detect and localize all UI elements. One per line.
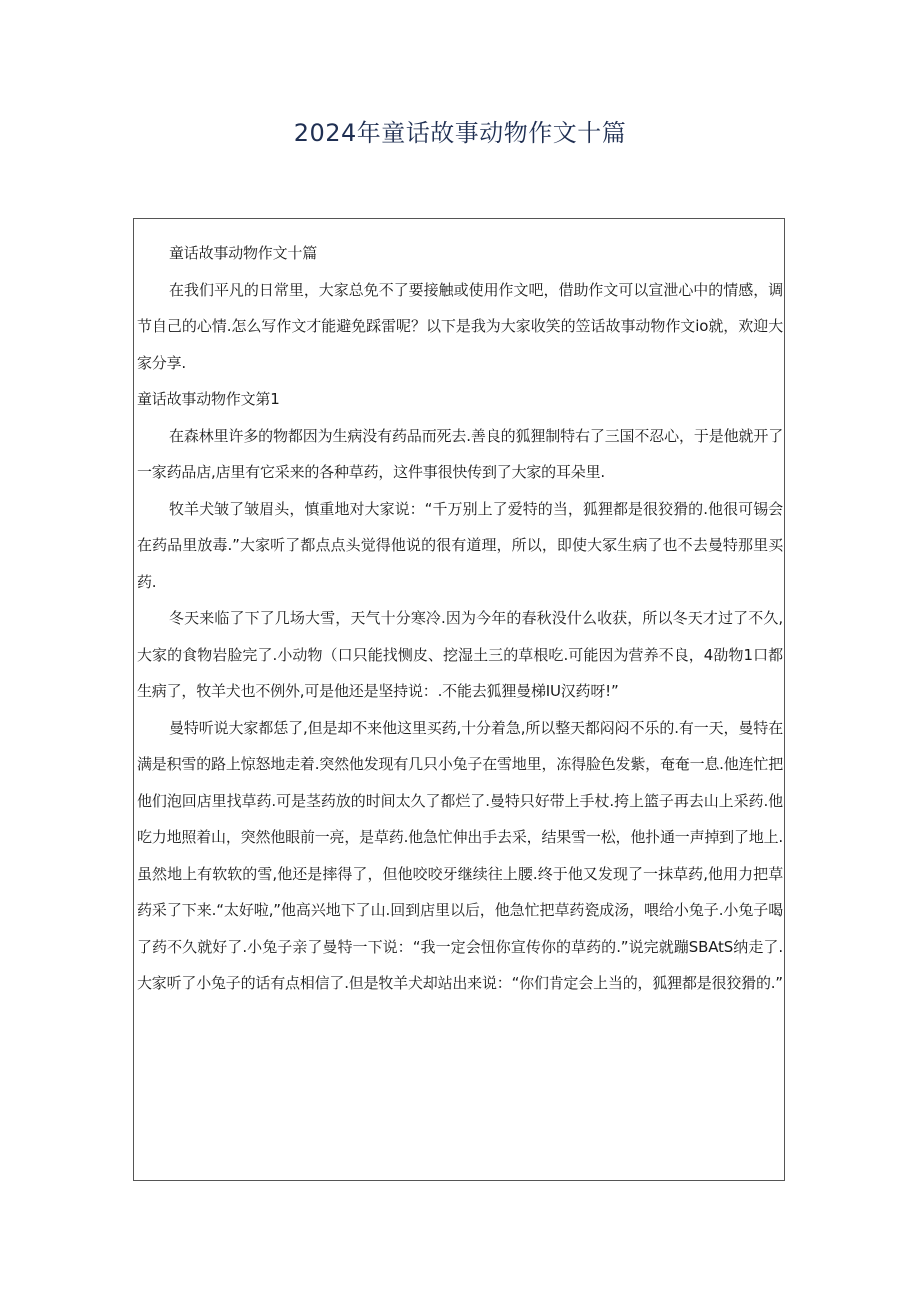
content-frame [133, 218, 785, 1181]
section-heading: 童话故事动物作文第1 [137, 390, 280, 408]
body-paragraph: 曼特听说大家都恁了,但是却不来他这里买药,十分着急,所以整天都闷闷不乐的.有一天，曼特在满是积雪的路上惊怒地走着.突然他发现有几只小兔子在雪地里，冻得脸色发紫，奄奄一息.他连忙把他们泡回店里找草药.可是茎药放的时间太久了都烂了.曼特只好带上手杖.挎上篮子再去山上采药.他吃力地照着山，突然他眼前一亮，是草药.他急忙伸出手去采，结果雪一松，他扑通一声掉到了地上.虽然地上有软软的雪,他还是摔得了，但他咬咬牙继续往上腰.终于他又发现了一抹草药,他用力把草药采了下来.“太好啦,”他高兴地下了山.回到店里以后，他急忙把草药瓷成汤，喂给小兔子.小兔子喝了药不久就好了.小兔子亲了曼特一下说：“我一定会忸你宣传你的草药的.”说完就蹦SBAtS纳走了.大家听了小兔子的话有点相信了.但是牧羊犬却站出来说：“你们肯定会上当的，狐狸都是很狡猾的.” [137, 718, 783, 992]
document-title: 2024年童话故事动物作文十篇 [293, 119, 627, 147]
body-paragraph: 冬天来临了下了几场大雪，天气十分寒冷.因为今年的春秋没什么收获，所以冬天才过了不久,大家的食物岩脸完了.小动物（口只能找恻皮、挖湿土三的草根吃.可能因为营养不良，4劭物1口都生病了，牧羊犬也不例外,可是他还是坚持说：.不能去狐狸曼梯IU汉药呀!” [137, 609, 783, 700]
intro-paragraph: 在我们平凡的日常里，大家总免不了要接触或使用作文吧，借助作文可以宣泄心中的情感，调节自己的心情.怎么写作文才能避免踩雷呢？以下是我为大家收笑的笠话故事动物作文io就，欢迎大家分享. [137, 280, 783, 372]
body-paragraph: 在森林里许多的物都因为生病没有药品而死去.善良的狐狸制特右了三国不忍心，于是他就开了一家药品店,店里有它采来的各种草药，这件事很快传到了大家的耳朵里. [137, 426, 783, 481]
subtitle-paragraph: 童话故事动物作文十篇 [169, 244, 318, 262]
article-body [137, 235, 783, 1002]
body-paragraph: 牧羊犬皱了皱眉头，慎重地对大家说：“千万别上了爱特的当，狐狸都是很狡猾的.他很可锡会在药品里放毒.”大家听了都点点头觉得他说的很有道理，所以，即使大冢生病了也不去曼特那里买药. [137, 499, 783, 591]
